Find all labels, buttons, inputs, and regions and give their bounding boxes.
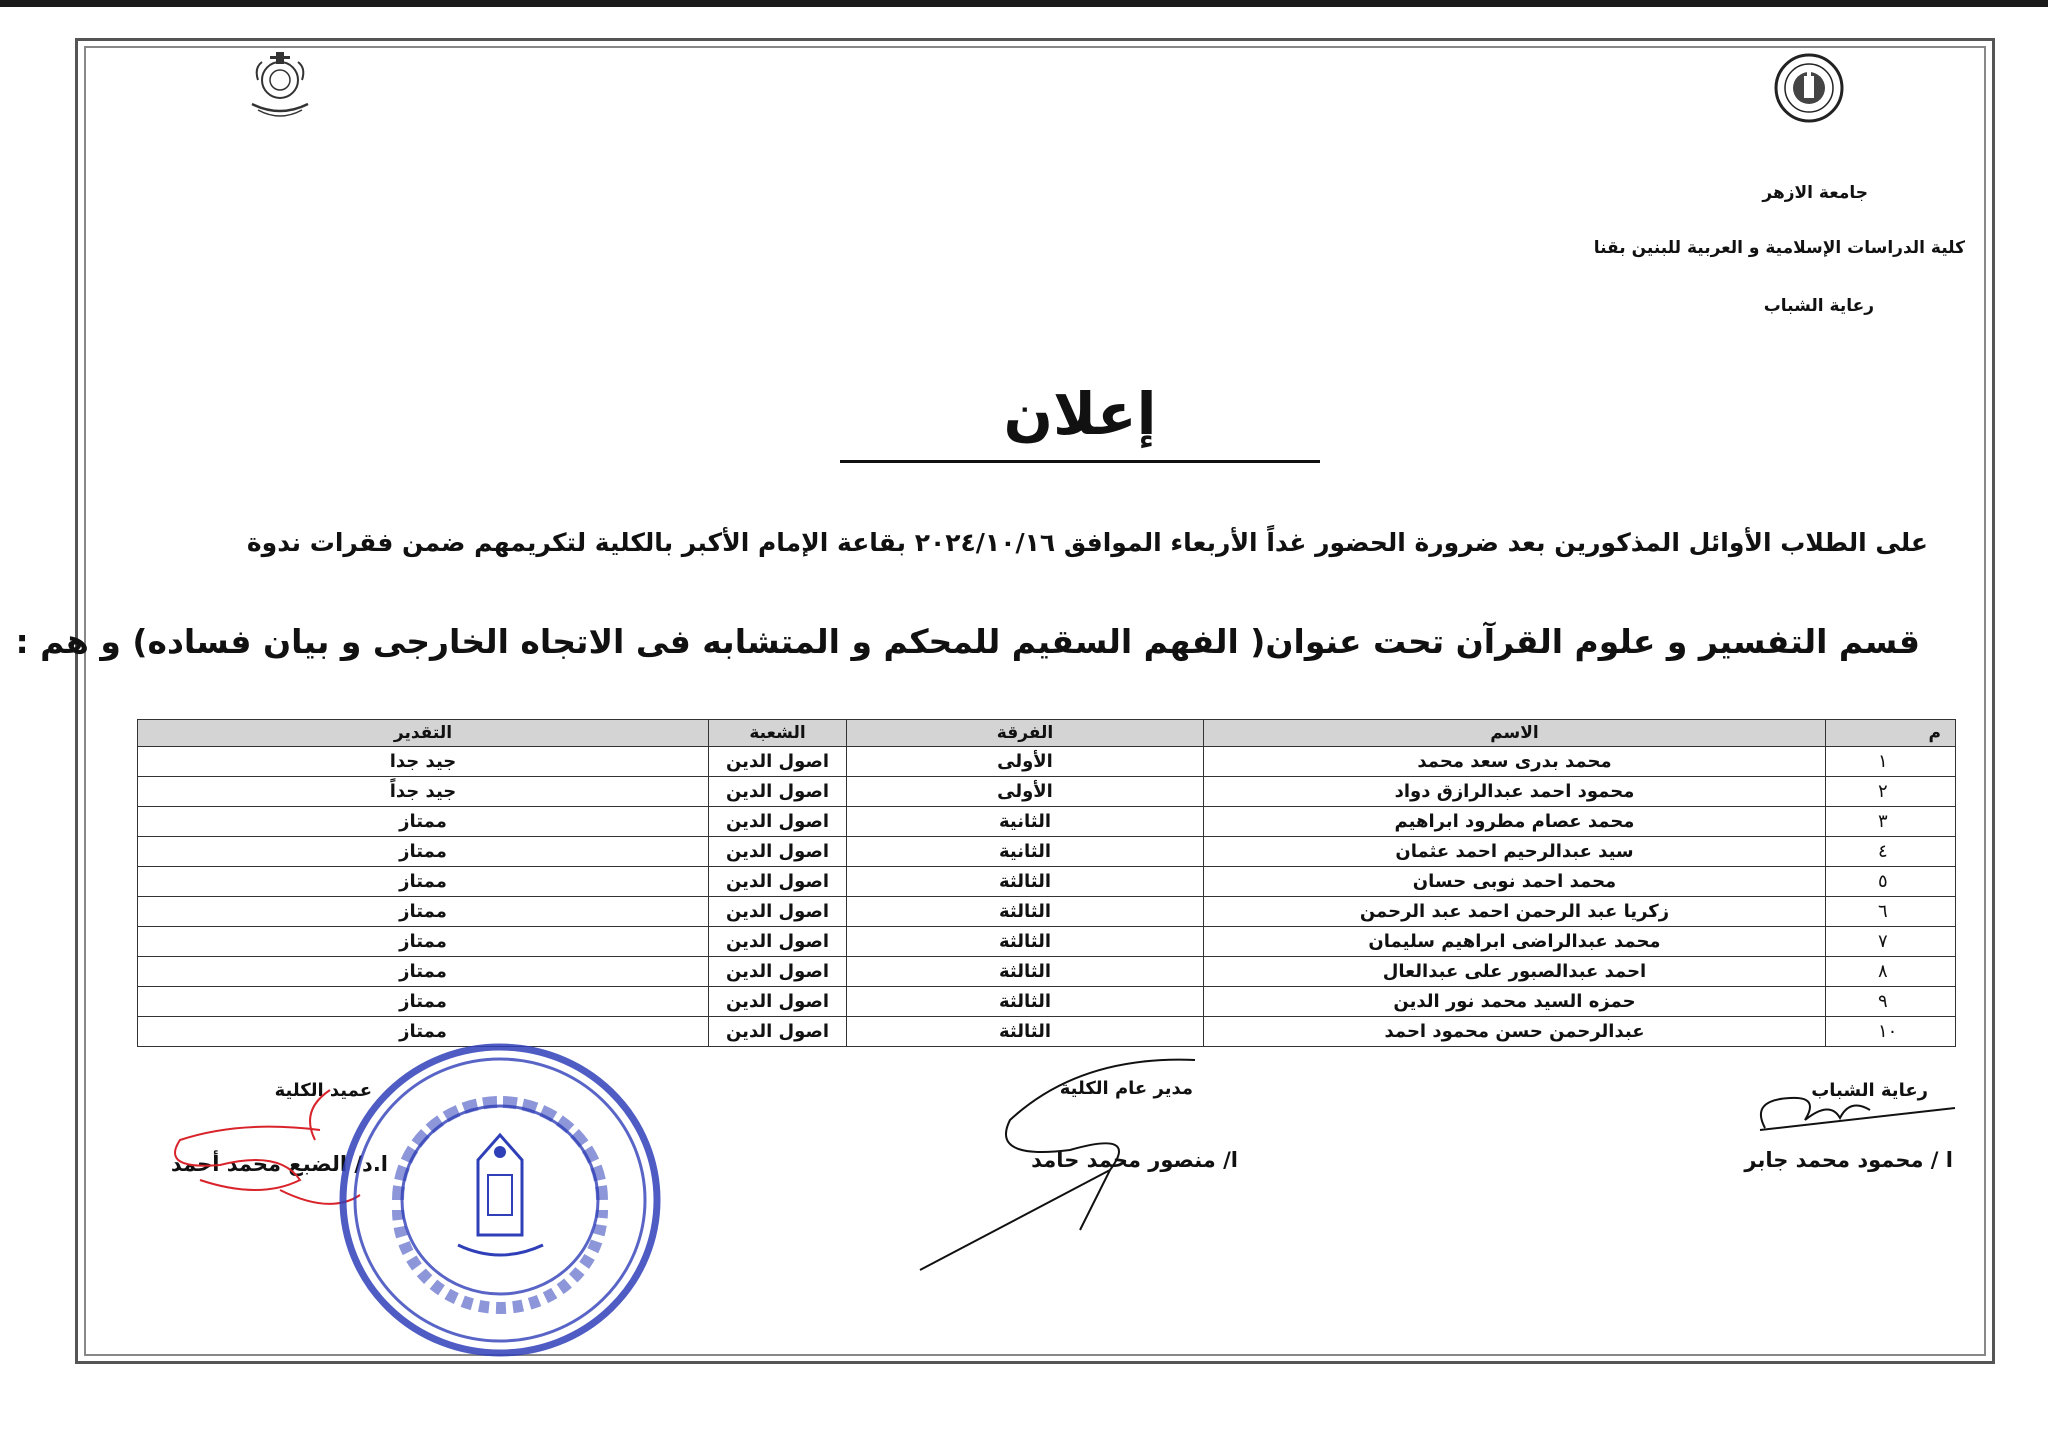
student-name: محمد احمد نوبى حسان [1204, 867, 1826, 897]
student-year: الثالثة [847, 1017, 1204, 1047]
intro-line-1: على الطلاب الأوائل المذكورين بعد ضرورة الحضور غداً الأربعاء الموافق ٢٠٢٤/١٠/١٦ بقاعة الإمام الأكبر بالكلية لتكريمهم ضمن فقرات ندوة [246, 528, 1928, 557]
student-grade: ممتاز [138, 927, 709, 957]
row-num: ٤ [1826, 837, 1956, 867]
student-grade: ممتاز [138, 987, 709, 1017]
student-year: الثالثة [847, 987, 1204, 1017]
student-name: سيد عبدالرحيم احمد عثمان [1204, 837, 1826, 867]
student-division: اصول الدين [709, 897, 847, 927]
row-num: ١ [1826, 747, 1956, 777]
column-header-name: الاسم [1204, 720, 1826, 747]
student-year: الأولى [847, 777, 1204, 807]
row-num: ٥ [1826, 867, 1956, 897]
student-name: محمد عبدالراضى ابراهيم سليمان [1204, 927, 1826, 957]
student-division: اصول الدين [709, 837, 847, 867]
dean-signature-role: عميد الكلية [274, 1080, 372, 1101]
student-grade: ممتاز [138, 867, 709, 897]
student-name: زكريا عبد الرحمن احمد عبد الرحمن [1204, 897, 1826, 927]
row-num: ١٠ [1826, 1017, 1956, 1047]
al-azhar-university-seal-icon [1773, 52, 1845, 124]
university-name: جامعة الازهر [1762, 183, 1868, 203]
general-manager-signature-role: مدير عام الكلية [1059, 1078, 1193, 1099]
table-row [138, 987, 1956, 1017]
table-row [138, 777, 1956, 807]
student-division: اصول الدين [709, 867, 847, 897]
table-row [138, 957, 1956, 987]
student-name: عبدالرحمن حسن محمود احمد [1204, 1017, 1826, 1047]
general-manager-signature-name: ا/ منصور محمد حامد [1031, 1148, 1238, 1172]
student-name: محمد عصام مطرود ابراهيم [1204, 807, 1826, 837]
row-num: ٢ [1826, 777, 1956, 807]
row-num: ٨ [1826, 957, 1956, 987]
youth-care-logo-icon [240, 48, 320, 124]
students-table [137, 719, 1956, 1047]
table-row [138, 867, 1956, 897]
student-division: اصول الدين [709, 957, 847, 987]
student-year: الأولى [847, 747, 1204, 777]
student-grade: ممتاز [138, 807, 709, 837]
faculty-official-stamp-icon [338, 1040, 663, 1364]
column-header-grade: التقدير [138, 720, 709, 747]
student-name: محمد بدرى سعد محمد [1204, 747, 1826, 777]
table-row [138, 897, 1956, 927]
student-grade: ممتاز [138, 957, 709, 987]
student-division: اصول الدين [709, 1017, 847, 1047]
row-num: ٧ [1826, 927, 1956, 957]
student-grade: ممتاز [138, 1017, 709, 1047]
title-underline [840, 460, 1320, 463]
dean-signature-name: ا.د/ الضبع محمد أحمد [170, 1152, 388, 1176]
student-year: الثانية [847, 837, 1204, 867]
student-year: الثالثة [847, 927, 1204, 957]
department-name: رعاية الشباب [1763, 296, 1874, 316]
student-division: اصول الدين [709, 987, 847, 1017]
student-year: الثالثة [847, 957, 1204, 987]
column-header-num: م [1826, 720, 1956, 747]
column-header-year: الفرقة [847, 720, 1204, 747]
student-division: اصول الدين [709, 777, 847, 807]
announcement-title: إعلان [1003, 380, 1157, 448]
announcement-title-block [780, 380, 1380, 448]
student-name: محمود احمد عبدالرازق دواد [1204, 777, 1826, 807]
table-header-row [138, 720, 1956, 747]
student-name: احمد عبدالصبور على عبدالعال [1204, 957, 1826, 987]
youth-care-signature-name: ا / محمود محمد جابر [1744, 1148, 1953, 1172]
student-division: اصول الدين [709, 927, 847, 957]
row-num: ٦ [1826, 897, 1956, 927]
scan-top-edge [0, 0, 2048, 7]
student-division: اصول الدين [709, 747, 847, 777]
faculty-name: كلية الدراسات الإسلامية و العربية للبنين بقنا [1593, 238, 1965, 258]
student-year: الثانية [847, 807, 1204, 837]
student-grade: ممتاز [138, 897, 709, 927]
row-num: ٣ [1826, 807, 1956, 837]
table-row [138, 837, 1956, 867]
intro-line-2: قسم التفسير و علوم القرآن تحت عنوان( الفهم السقيم للمحكم و المتشابه فى الاتجاه الخارجى و بيان فساده) و هم : [15, 622, 1920, 661]
student-grade: ممتاز [138, 837, 709, 867]
student-division: اصول الدين [709, 807, 847, 837]
column-header-division: الشعبة [709, 720, 847, 747]
table-row [138, 747, 1956, 777]
student-grade: جيد جدا [138, 747, 709, 777]
table-row [138, 807, 1956, 837]
table-row [138, 927, 1956, 957]
row-num: ٩ [1826, 987, 1956, 1017]
student-year: الثالثة [847, 897, 1204, 927]
student-year: الثالثة [847, 867, 1204, 897]
student-grade: جيد جداً [138, 777, 709, 807]
student-name: حمزه السيد محمد نور الدين [1204, 987, 1826, 1017]
youth-care-signature-role: رعاية الشباب [1811, 1080, 1928, 1101]
